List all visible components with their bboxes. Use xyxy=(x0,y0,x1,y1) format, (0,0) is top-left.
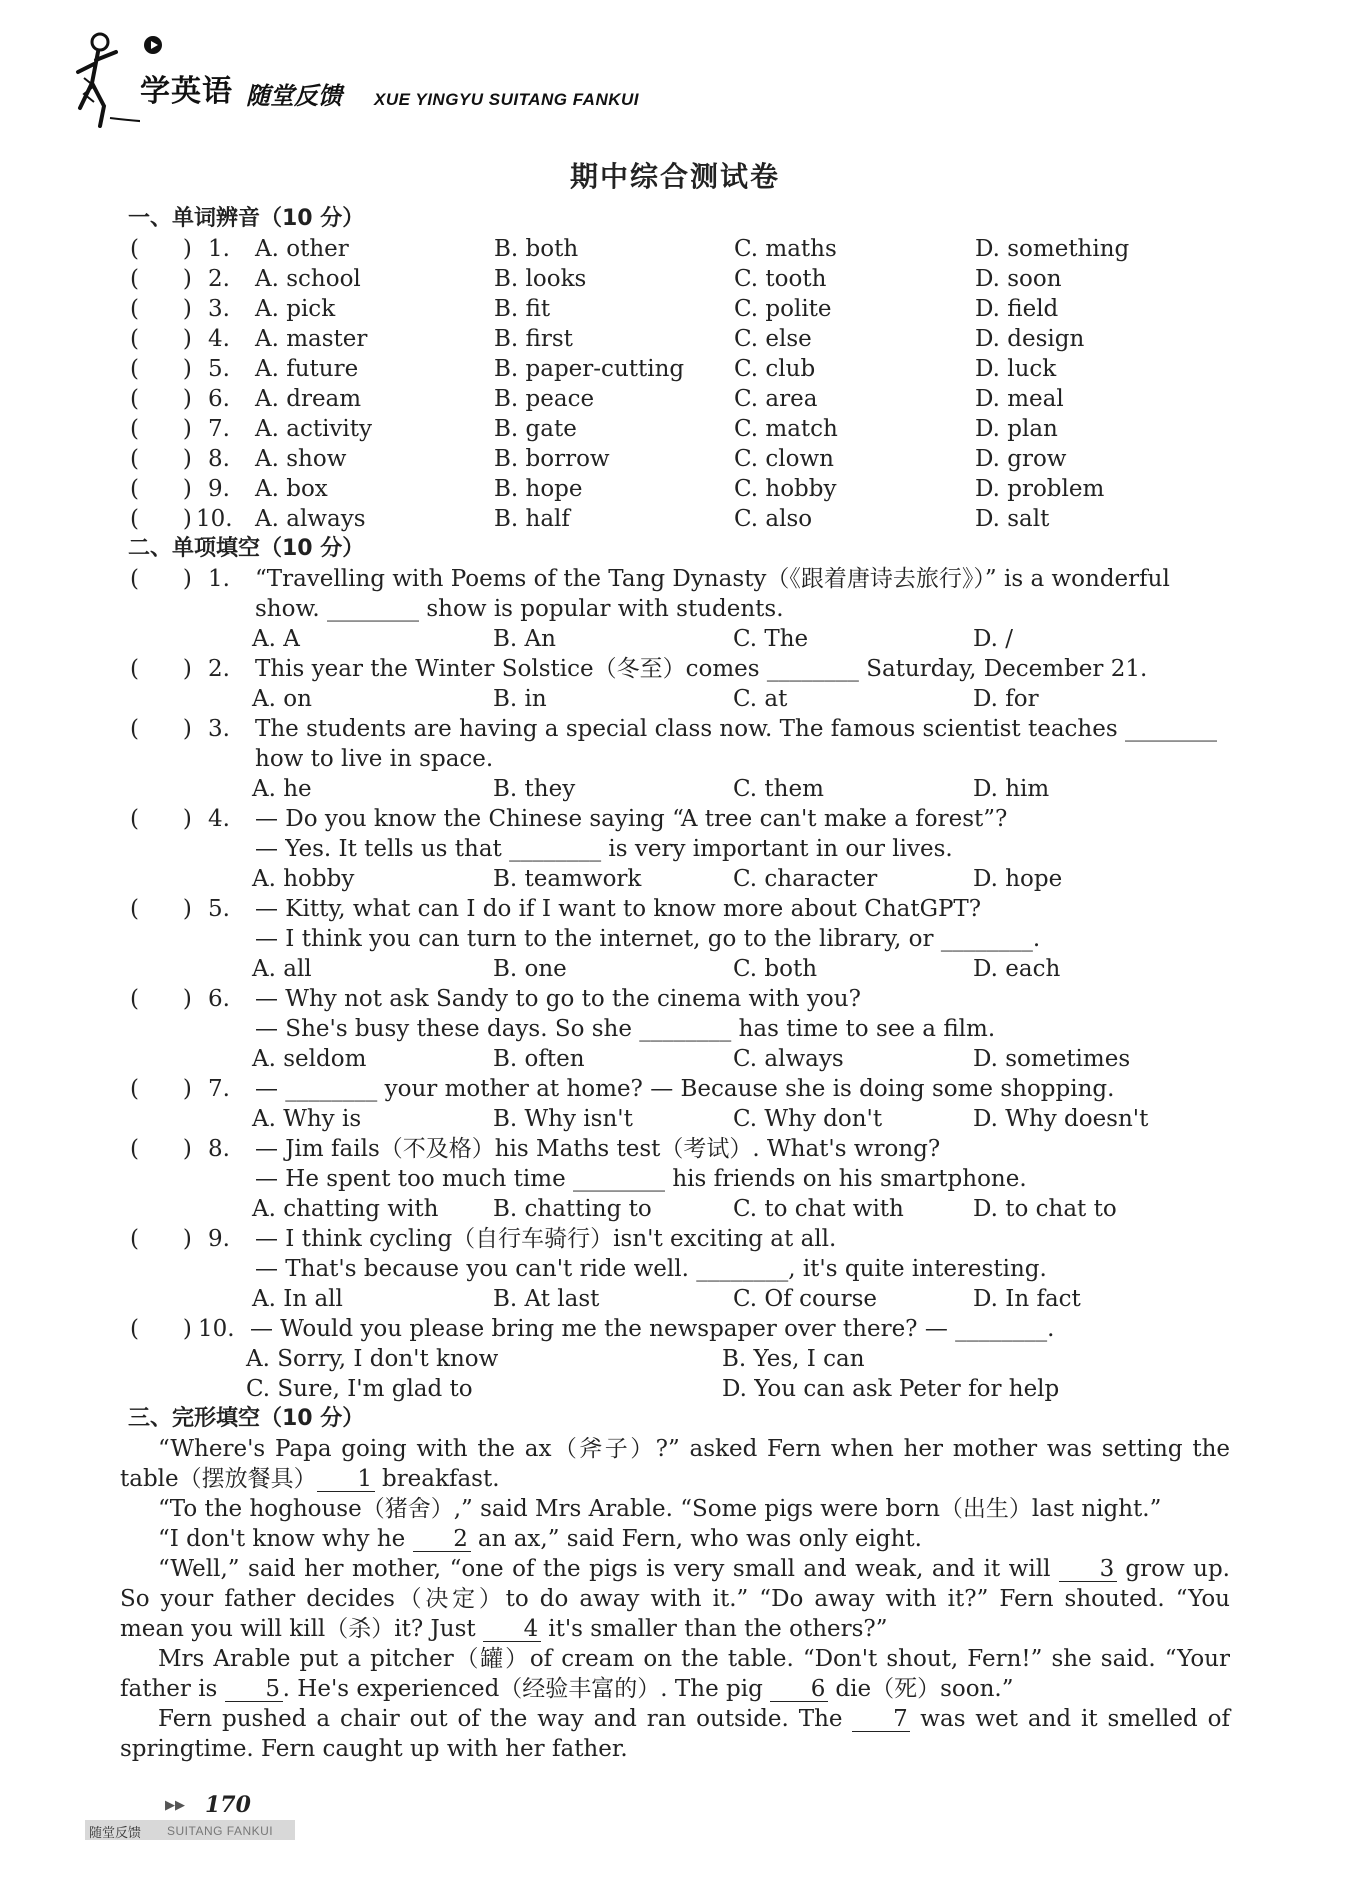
cloze-blank: 2 xyxy=(413,1527,471,1552)
passage-text: Mrs Arable put a pitcher（罐）of cream on the table. “Don't shout, Fern!” she said. “Your father is xyxy=(120,1646,1230,1702)
option-b: B. both xyxy=(494,236,579,262)
question-stem: — ________ your mother at home? — Because she is doing some shopping. xyxy=(255,1076,1115,1102)
options-row: A. Sorry, I don't know B. Yes, I can xyxy=(246,1346,865,1372)
question-row: — I think you can turn to the internet, go to the library, or ________. xyxy=(255,926,1041,952)
option-b: B. first xyxy=(494,326,573,352)
cloze-paragraph xyxy=(120,1554,1230,1644)
footer xyxy=(85,1792,385,1852)
option-d: D. soon xyxy=(975,266,1062,292)
cloze-passage xyxy=(120,1434,1230,1764)
option-c: C. area xyxy=(734,386,818,412)
question-row: — Yes. It tells us that ________ is very important in our lives. xyxy=(255,836,953,862)
option-a: A. activity xyxy=(255,416,373,442)
option-c: C. also xyxy=(734,506,813,532)
question-stem: “Travelling with Poems of the Tang Dynasty（《跟着唐诗去旅行》）” is a wonderful xyxy=(255,566,1170,592)
passage-text: grow up. So your father decides（决定）to do away with it.” “Do away with it?” Fern shouted. “You mean you will kill（杀）it? Just xyxy=(120,1556,1230,1642)
option-b: B. gate xyxy=(494,416,577,442)
question-row: ( ) 7. A. activity B. gate C. match D. plan xyxy=(130,416,1058,442)
option-d: D. field xyxy=(975,296,1059,322)
section1-heading: 一、单词辨音（10 分） xyxy=(128,206,365,231)
cloze-blank: 1 xyxy=(317,1467,375,1492)
option-d: D. something xyxy=(975,236,1130,262)
option-a: A. always xyxy=(255,506,366,532)
option-b: B. borrow xyxy=(494,446,610,472)
footer-text-cn: 随堂反馈 xyxy=(89,1826,142,1841)
question-row: ( ) 1. “Travelling with Poems of the Tang Dynasty（《跟着唐诗去旅行》）” is a wonderful xyxy=(130,566,1170,592)
option-d: D. luck xyxy=(975,356,1057,382)
question-row: ( ) 3. The students are having a special class now. The famous scientist teaches ________ xyxy=(130,716,1217,742)
passage-text: . He's experienced（经验丰富的）. The pig xyxy=(282,1676,771,1702)
question-row: ( ) 2. A. school B. looks C. tooth D. soon xyxy=(130,266,1062,292)
question-row: ( ) 10. A. always B. half C. also D. salt xyxy=(130,506,1050,532)
question-stem: — Kitty, what can I do if I want to know more about ChatGPT? xyxy=(255,896,982,922)
question-row: ( ) 6. — Why not ask Sandy to go to the cinema with you? xyxy=(130,986,861,1012)
question-row: ( ) 3. A. pick B. fit C. polite D. field xyxy=(130,296,1059,322)
question-row: — He spent too much time ________ his friends on his smartphone. xyxy=(255,1166,1027,1192)
question-row: ( ) 2. This year the Winter Solstice（冬至）comes ________ Saturday, December 21. xyxy=(130,656,1148,682)
play-icon xyxy=(144,36,162,54)
passage-text: it's smaller than the others?” xyxy=(540,1616,888,1642)
option-a: A. box xyxy=(255,476,328,502)
option-c: C. clown xyxy=(734,446,834,472)
cloze-blank: 4 xyxy=(483,1617,541,1642)
logo-text-en: XUE YINGYU SUITANG FANKUI xyxy=(374,90,640,109)
option-c: C. polite xyxy=(734,296,832,322)
option-b: B. hope xyxy=(494,476,583,502)
option-c: C. maths xyxy=(734,236,837,262)
option-a: A. master xyxy=(255,326,368,352)
options-row: A. In all B. At last C. Of course D. In fact xyxy=(252,1286,1081,1312)
question-row: show. ________ show is popular with students. xyxy=(255,596,784,622)
section1-items xyxy=(120,234,1230,534)
option-d: D. salt xyxy=(975,506,1050,532)
question-row: — She's busy these days. So she ________ has time to see a film. xyxy=(255,1016,996,1042)
question-row: how to live in space. xyxy=(255,746,494,772)
question-row: — That's because you can't ride well. ________, it's quite interesting. xyxy=(255,1256,1047,1282)
option-a: A. other xyxy=(255,236,349,262)
options-row: A. A B. An C. The D. / xyxy=(252,626,1013,652)
passage-text: die（死）soon.” xyxy=(828,1676,1014,1702)
question-row: ( ) 5. — Kitty, what can I do if I want to know more about ChatGPT? xyxy=(130,896,982,922)
options-row: A. on B. in C. at D. for xyxy=(252,686,1039,712)
question-row: ( ) 10. — Would you please bring me the newspaper over there? — ________. xyxy=(130,1316,1055,1342)
passage-text: an ax,” said Fern, who was only eight. xyxy=(470,1526,922,1552)
option-b: B. fit xyxy=(494,296,551,322)
option-a: A. show xyxy=(255,446,347,472)
options-row: A. Why is B. Why isn't C. Why don't D. Why doesn't xyxy=(252,1106,1149,1132)
option-b: B. paper-cutting xyxy=(494,356,685,382)
exam-content xyxy=(120,204,1230,1764)
logo-text-cn: 学英语 xyxy=(140,74,233,109)
passage-text: Fern pushed a chair out of the way and ran outside. The xyxy=(158,1706,853,1732)
option-a: A. dream xyxy=(255,386,362,412)
option-d: D. problem xyxy=(975,476,1105,502)
question-row: ( ) 8. A. show B. borrow C. clown D. grow xyxy=(130,446,1067,472)
options-row: A. he B. they C. them D. him xyxy=(252,776,1050,802)
cloze-paragraph xyxy=(120,1494,1230,1524)
cloze-blank: 5 xyxy=(225,1677,283,1702)
options-row: A. hobby B. teamwork C. character D. hope xyxy=(252,866,1063,892)
question-row: ( ) 7. — ________ your mother at home? — Because she is doing some shopping. xyxy=(130,1076,1115,1102)
option-d: D. meal xyxy=(975,386,1064,412)
option-a: A. school xyxy=(255,266,361,292)
option-b: B. peace xyxy=(494,386,595,412)
options-row: C. Sure, I'm glad to D. You can ask Peter for help xyxy=(246,1376,1060,1402)
question-stem: — Do you know the Chinese saying “A tree can't make a forest”? xyxy=(255,806,1008,832)
passage-text: was wet and it smelled of springtime. Fern caught up with her father. xyxy=(120,1706,1231,1762)
question-row: ( ) 4. — Do you know the Chinese saying “A tree can't make a forest”? xyxy=(130,806,1008,832)
option-d: D. plan xyxy=(975,416,1058,442)
arrow-icon: ▶▶ xyxy=(165,1798,185,1813)
question-row: ( ) 1. A. other B. both C. maths D. something xyxy=(130,236,1130,262)
page-title: 期中综合测试卷 xyxy=(569,160,780,193)
passage-text: “Well,” said her mother, “one of the pigs is very small and weak, and it will xyxy=(158,1556,1059,1582)
question-stem: — Would you please bring me the newspaper over there? — ________. xyxy=(250,1316,1055,1342)
cloze-paragraph xyxy=(120,1704,1230,1764)
question-stem: — Why not ask Sandy to go to the cinema with you? xyxy=(255,986,861,1012)
cloze-blank: 6 xyxy=(770,1677,828,1702)
option-b: B. looks xyxy=(494,266,587,292)
question-stem: This year the Winter Solstice（冬至）comes ________ Saturday, December 21. xyxy=(255,656,1148,682)
section2-heading: 二、单项填空（10 分） xyxy=(128,536,365,561)
option-a: A. future xyxy=(255,356,359,382)
option-c: C. else xyxy=(734,326,812,352)
cloze-paragraph xyxy=(120,1434,1230,1494)
options-row: A. chatting with B. chatting to C. to chat with D. to chat to xyxy=(252,1196,1117,1222)
page-number: 170 xyxy=(205,1792,251,1818)
section3-heading: 三、完形填空（10 分） xyxy=(128,1406,365,1431)
footer-text-en: SUITANG FANKUI xyxy=(167,1824,274,1838)
options-row: A. all B. one C. both D. each xyxy=(252,956,1061,982)
logo-text-cn2: 随堂反馈 xyxy=(246,82,342,110)
question-stem: — Jim fails（不及格）his Maths test（考试）. What's wrong? xyxy=(255,1136,941,1162)
question-stem: — I think cycling（自行车骑行）isn't exciting at all. xyxy=(255,1226,837,1252)
passage-text: “I don't know why he xyxy=(158,1526,413,1552)
passage-text: “To the hoghouse（猪舍）,” said Mrs Arable. “Some pigs were born（出生）last night.” xyxy=(158,1496,1162,1522)
header-logo xyxy=(70,28,670,128)
option-a: A. pick xyxy=(255,296,336,322)
cloze-paragraph xyxy=(120,1644,1230,1704)
question-row: ( ) 9. A. box B. hope C. hobby D. problem xyxy=(130,476,1105,502)
option-d: D. design xyxy=(975,326,1085,352)
options-row: A. seldom B. often C. always D. sometimes xyxy=(252,1046,1131,1072)
question-row: ( ) 9. — I think cycling（自行车骑行）isn't exciting at all. xyxy=(130,1226,837,1252)
cloze-paragraph xyxy=(120,1524,1230,1554)
option-c: C. match xyxy=(734,416,838,442)
passage-text: breakfast. xyxy=(374,1466,500,1492)
option-c: C. tooth xyxy=(734,266,827,292)
question-row: ( ) 5. A. future B. paper-cutting C. club D. luck xyxy=(130,356,1057,382)
cloze-blank: 7 xyxy=(852,1707,910,1732)
question-row: ( ) 6. A. dream B. peace C. area D. meal xyxy=(130,386,1064,412)
option-b: B. half xyxy=(494,506,570,532)
cloze-blank: 3 xyxy=(1059,1557,1117,1582)
option-d: D. grow xyxy=(975,446,1067,472)
option-c: C. club xyxy=(734,356,816,382)
runner-figure-icon xyxy=(70,28,140,128)
passage-text: “Where's Papa going with the ax（斧子）?” asked Fern when her mother was setting the table（摆放餐具） xyxy=(120,1436,1230,1492)
question-row: ( ) 4. A. master B. first C. else D. design xyxy=(130,326,1085,352)
question-stem: The students are having a special class now. The famous scientist teaches ________ xyxy=(255,716,1217,742)
question-row: ( ) 8. — Jim fails（不及格）his Maths test（考试）. What's wrong? xyxy=(130,1136,941,1162)
option-c: C. hobby xyxy=(734,476,837,502)
